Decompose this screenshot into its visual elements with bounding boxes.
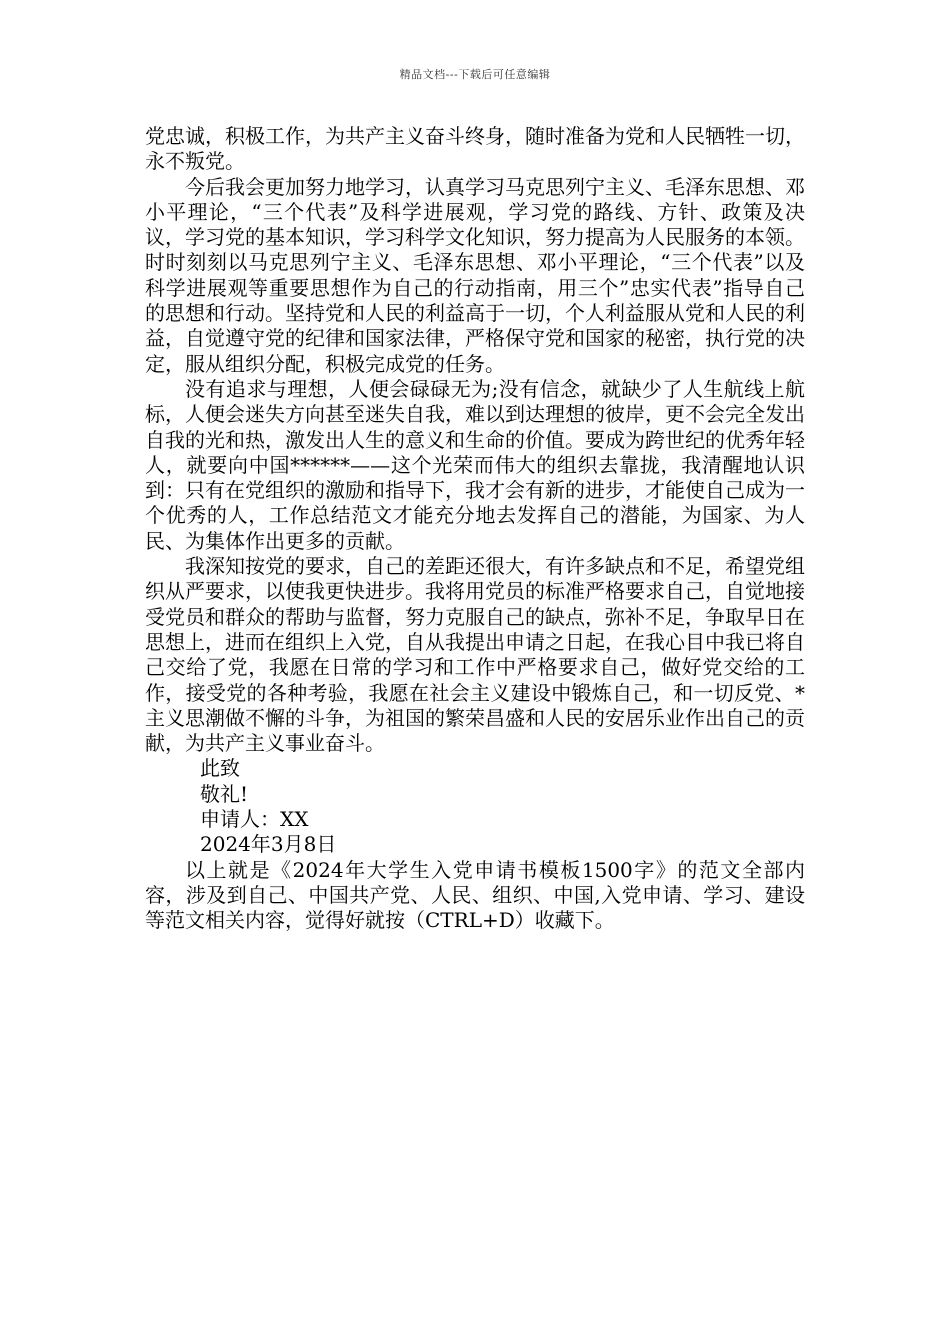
- paragraph-4: 我深知按党的要求，自己的差距还很大，有许多缺点和不足，希望党组织从严要求，以使我更快进步。我将用党员的标准严格要求自己，自觉地接受党员和群众的帮助与监督，努力克服自己的缺点，弥补不足，争取早日在思想上，进而在组织上入党，自从我提出申请之日起，在我心目中我已将自己交给了党，我愿在日常的学习和工作中严格要求自己，做好党交给的工作，接受党的各种考验，我愿在社会主义建设中锻炼自己，和一切反党、*主义思潮做不懈的斗争，为祖国的繁荣昌盛和人民的安居乐业作出自己的贡献，为共产主义事业奋斗。: [145, 554, 805, 756]
- closing-regards: 敬礼!: [200, 781, 249, 806]
- page-header: 精品文档---下载后可任意编辑: [399, 68, 551, 81]
- paragraph-3: 没有追求与理想，人便会碌碌无为;没有信念，就缺少了人生航线上航标，人便会迷失方向甚至迷失自我，难以到达理想的彼岸，更不会完全发出自我的光和热，激发出人生的意义和生命的价值。要成为跨世纪的优秀年轻人，就要向中国******——这个光荣而伟大的组织去靠拢，我清醒地认识到：只有在党组织的激励和指导下，我才会有新的进步，才能使自己成为一个优秀的人，工作总结范文才能充分地去发挥自己的潜能，为国家、为人民、为集体作出更多的贡献。: [145, 376, 805, 553]
- applicant-signature: 申请人：XX: [200, 807, 309, 832]
- application-date: 2024年3月8日: [200, 832, 337, 857]
- document-body: [145, 124, 805, 934]
- paragraph-2: 今后我会更加努力地学习，认真学习马克思列宁主义、毛泽东思想、邓小平理论，“三个代表”及科学进展观，学习党的路线、方针、政策及决议，学习党的基本知识，学习科学文化知识，努力提高为人民服务的本领。时时刻刻以马克思列宁主义、毛泽东思想、邓小平理论，“三个代表”以及科学进展观等重要思想作为自己的行动指南，用三个”忠实代表”指导自己的思想和行动。坚持党和人民的利益高于一切，个人利益服从党和人民的利益，自觉遵守党的纪律和国家法律，严格保守党和国家的秘密，执行党的决定，服从组织分配，积极完成党的任务。: [145, 174, 805, 376]
- footer-note: 以上就是《2024年大学生入党申请书模板1500字》的范文全部内容，涉及到自己、中国共产党、人民、组织、中国,入党申请、学习、建设等范文相关内容，觉得好就按（CTRL+D）收藏下。: [145, 857, 805, 933]
- paragraph-1: 党忠诚，积极工作，为共产主义奋斗终身，随时准备为党和人民牺牲一切，永不叛党。: [145, 124, 805, 174]
- closing-salutation: 此致: [200, 756, 240, 781]
